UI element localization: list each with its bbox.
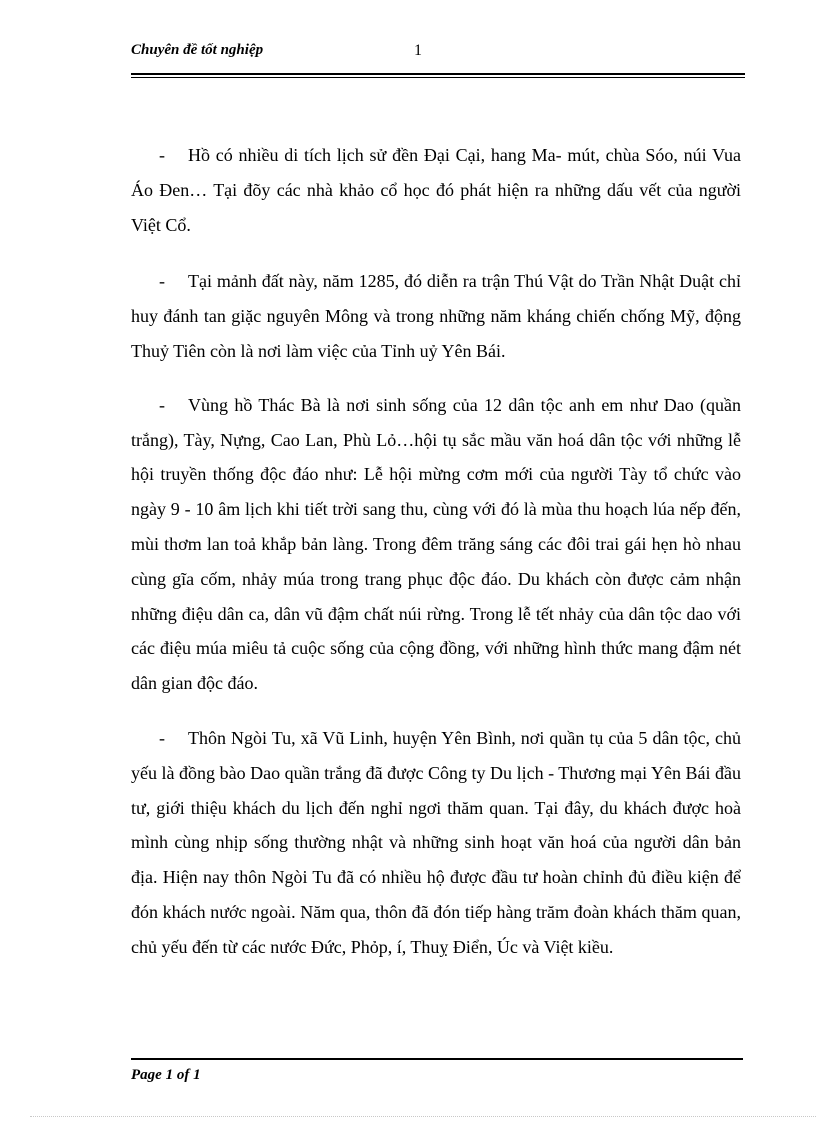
bullet-dash: - [159, 727, 165, 748]
footer-rule [131, 1058, 743, 1060]
paragraph-text: Tại mảnh đất này, năm 1285, đó diễn ra trận Thú Vật do Trần Nhật Duật chỉ huy đánh tan giặc nguyên Mông và trong những năm kháng chiến chống Mỹ, động Thuỷ Tiên còn là nơi làm việc của Tỉnh uỷ Yên Bái. [131, 271, 741, 361]
paragraph [131, 721, 741, 965]
paragraph-text: Hồ có nhiều di tích lịch sử đền Đại Cại, hang Ma- mút, chùa Sóo, núi Vua Áo Đen… Tại đõy các nhà khảo cổ học đó phát hiện ra những dấu vết của người Việt Cổ. [131, 145, 741, 235]
header-rule-thick [131, 73, 745, 75]
header-page-number: 1 [414, 42, 422, 59]
header-title: Chuyên đề tốt nghiệp [131, 42, 264, 58]
header-rule-thin [131, 77, 745, 78]
body-content [131, 138, 741, 987]
bullet-dash: - [159, 145, 165, 165]
bullet-dash: - [159, 271, 165, 292]
paragraph-text: Vùng hồ Thác Bà là nơi sinh sống của 12 dân tộc anh em như Dao (quần trắng), Tày, Nựng, Cao Lan, Phù Lỏ…hội tụ sắc mầu văn hoá dân tộc với những lễ hội truyền thống độc đáo như: Lễ hội mừng cơm mới của người Tày tổ chức vào ngày 9 - 10 âm lịch khi tiết trời sang thu, cùng với đó là mùa thu hoạch lúa nếp đến, mùi thơm lan toả khắp bản làng. Trong đêm trăng sáng các đôi trai gái hẹn hò nhau cùng gĩa cốm, nhảy múa trong trang phục độc đáo. Du khách còn được cảm nhận những điệu dân ca, dân vũ đậm chất núi rừng. Trong lễ tết nhảy của dân tộc dao với các điệu múa miêu tả cuộc sống của cộng đồng, với những hình thức mang đậm nét dân gian độc đáo. [131, 394, 741, 694]
paragraph [131, 138, 741, 242]
page-edge-divider [30, 1116, 816, 1117]
bullet-dash: - [159, 394, 165, 415]
footer-page-label: Page 1 of 1 [131, 1067, 201, 1083]
paragraph [131, 388, 741, 701]
paragraph-text: Thôn Ngòi Tu, xã Vũ Linh, huyện Yên Bình, nơi quần tụ của 5 dân tộc, chủ yếu là đồng bào Dao quần trắng đã được Công ty Du lịch - Thương mại Yên Bái đầu tư, giới thiệu khách du lịch đến nghỉ ngơi thăm quan. Tại đây, du khách được hoà mình cùng nhịp sống thường nhật và những sinh hoạt văn hoá của người dân bản địa. Hiện nay thôn Ngòi Tu đã có nhiều hộ được đầu tư hoàn chỉnh đủ điều kiện để đón khách nước ngoài. Năm qua, thôn đã đón tiếp hàng trăm đoàn khách thăm quan, chủ yếu đến từ các nước Đức, Phỏp, í, Thuỵ Điển, Úc và Việt kiều. [131, 727, 741, 957]
paragraph [131, 264, 741, 368]
